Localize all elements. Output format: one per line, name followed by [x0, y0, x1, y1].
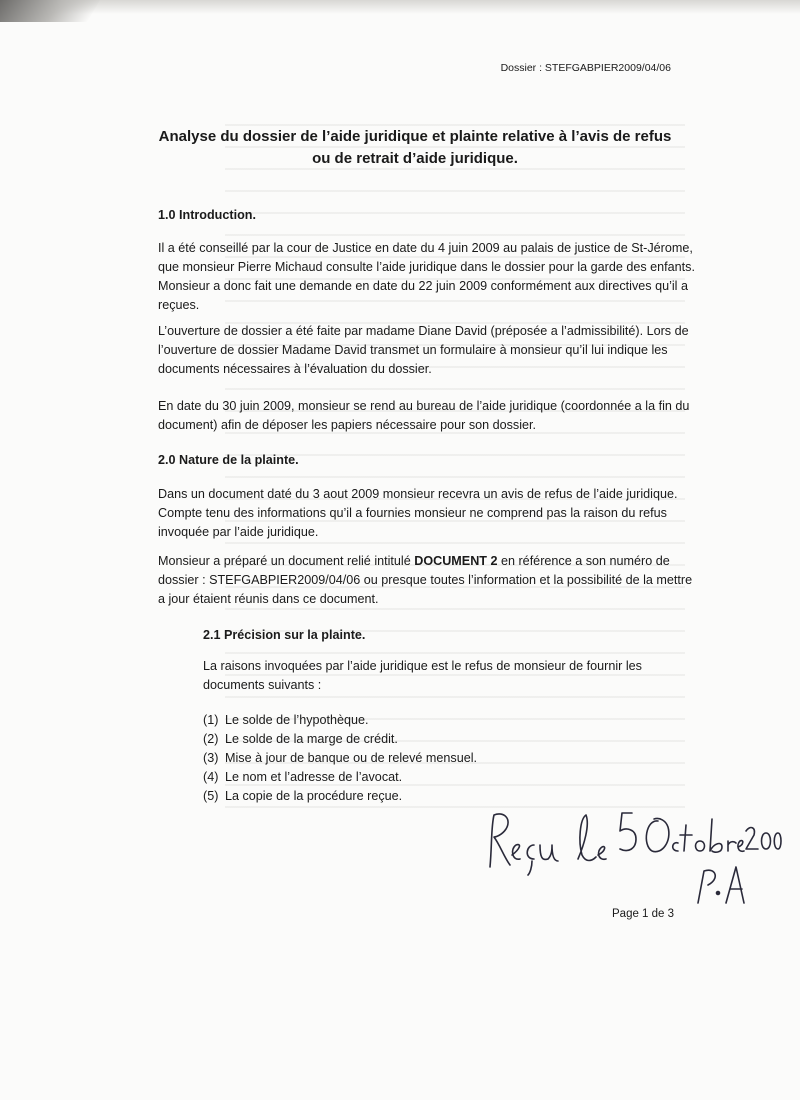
handwritten-received-note [482, 805, 782, 915]
list-item [203, 768, 703, 787]
nature-para-1 [158, 485, 698, 542]
intro-para-2 [158, 322, 698, 379]
scan-shadow [0, 0, 800, 14]
dossier-reference: Dossier : STEFGABPIER2009/04/06 [500, 62, 671, 74]
list-number: (4) [203, 770, 219, 784]
document-2-label: DOCUMENT 2 [414, 554, 498, 568]
list-number: (3) [203, 751, 219, 765]
text-run: en référence a son numéro de dossier : STEFGABPIER2009/04/06 ou presque toutes l’information et la possibilité de la mettre a jour étaient réunis dans ce document. [158, 554, 693, 606]
paragraph: En date du 30 juin 2009, monsieur se rend au bureau de l’aide juridique (coordonnée a la fin du document) afin de déposer les papiers nécessaire pour son dossier. [158, 399, 690, 432]
nature-para-2 [158, 552, 698, 609]
page-number: Page 1 de 3 [612, 908, 675, 920]
list-text: Le solde de l’hypothèque. [225, 713, 369, 727]
paragraph: Dans un document daté du 3 aout 2009 monsieur recevra un avis de refus de l’aide juridique. Compte tenu des informations qu’il a fournies monsieur ne comprend pas la raison du refus invoquée par l’aide juridique. [158, 487, 678, 539]
list-item [203, 730, 703, 749]
paragraph [158, 552, 698, 609]
list-text: Mise à jour de banque ou de relevé mensuel. [225, 751, 478, 765]
intro-para-1 [158, 239, 698, 315]
list-number: (1) [203, 713, 219, 727]
required-documents-list [203, 711, 703, 806]
section-heading-nature: 2.0 Nature de la plainte. [158, 453, 299, 467]
section-heading-precision: 2.1 Précision sur la plainte. [203, 628, 366, 642]
title-line-2: ou de retrait d’aide juridique. [312, 150, 518, 167]
intro-para-3 [158, 397, 698, 435]
list-item [203, 787, 703, 806]
section-heading-introduction: 1.0 Introduction. [158, 208, 256, 222]
title-line-1: Analyse du dossier de l’aide juridique et plainte relative à l’avis de refus [158, 128, 672, 145]
section-introduction [158, 206, 698, 225]
page-fold [0, 0, 100, 22]
list-number: (5) [203, 789, 219, 803]
list-item [203, 711, 703, 730]
precision-intro [203, 657, 703, 695]
paragraph: Il a été conseillé par la cour de Justice en date du 4 juin 2009 au palais de justice de St-Jérome, que monsieur Pierre Michaud consulte l’aide juridique dans le dossier pour la garde des enfants. Monsieur a donc fait une demande en date du 22 juin 2009 conformément aux directives qu’il a reçues. [158, 241, 695, 312]
document-title [150, 126, 680, 170]
paragraph: La raisons invoquées par l’aide juridique est le refus de monsieur de fournir les documents suivants : [203, 659, 642, 692]
section-nature [158, 451, 698, 470]
text-run: Monsieur a préparé un document relié intitulé [158, 554, 415, 568]
list-text: Le solde de la marge de crédit. [225, 732, 398, 746]
list-item [203, 749, 703, 768]
paragraph: L’ouverture de dossier a été faite par madame Diane David (préposée a l’admissibilité). Lors de l’ouverture de dossier Madame David transmet un formulaire à monsieur qu’il lui indique les documents nécessaires à l’évaluation du dossier. [158, 324, 689, 376]
list-text: Le nom et l’adresse de l’avocat. [225, 770, 403, 784]
list-text: La copie de la procédure reçue. [225, 789, 403, 803]
list-number: (2) [203, 732, 219, 746]
section-precision [203, 626, 703, 645]
